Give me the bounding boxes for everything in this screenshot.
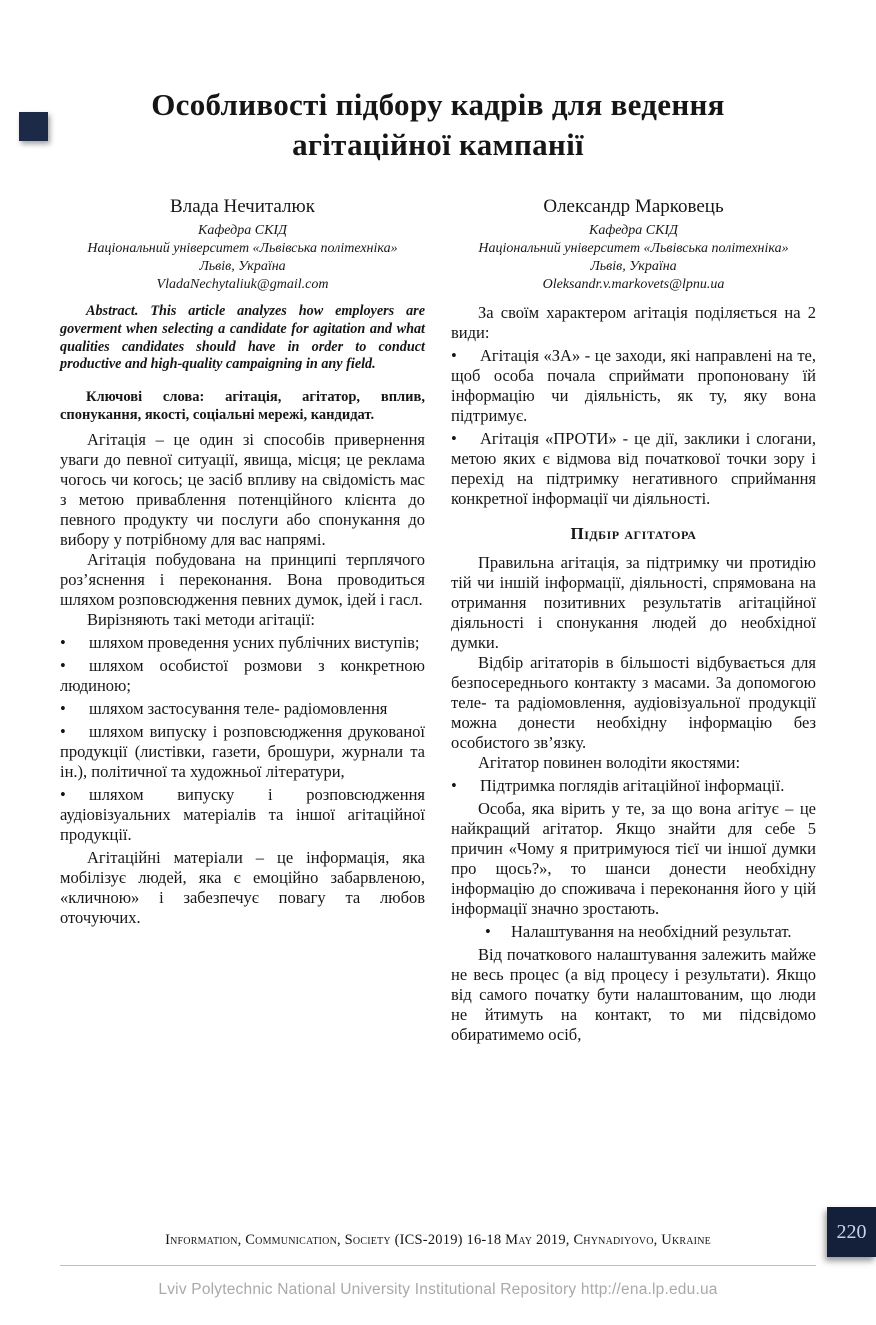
bullet-marker: • [60, 722, 66, 742]
body-paragraph: Відбір агітаторів в більшості відбувається для безпосереднього контакту з масами. За допомогою теле- та радіомовлення, аудіовізуальної продукції можна донести необхідну інформацію без особистого зв’язку. [451, 653, 816, 752]
author-name: Влада Нечиталюк [170, 196, 315, 217]
bullet-text: Агітація «ЗА» - це заходи, які направлені на те, щоб особа почала сприймати пропоновану їй інформацію чи діяльність, як ту, яку вона підтримує. [451, 346, 816, 425]
bullet-marker: • [60, 656, 66, 676]
affiliation-line: Oleksandr.v.markovets@lpnu.ua [542, 277, 725, 292]
bullet-marker: • [60, 785, 66, 805]
two-column-body [60, 195, 816, 1045]
page-title [60, 85, 816, 165]
bullet-marker: • [451, 776, 457, 795]
bullet-marker: • [451, 429, 457, 448]
author-name: Олександр Марковець [543, 196, 724, 217]
bullet-item [451, 922, 816, 942]
bullet-item [60, 722, 425, 782]
body-paragraph: Агітатор повинен володіти якостями: [478, 753, 741, 772]
body-paragraph: Особа, яка вірить у те, за що вона агітує – це найкращий агітатор. Якщо знайти для себе 5 причин «Чому я притримуюся тієї чи іншої думки про щось?», то шанси донести необхідну інформацію до споживача і переконання його у цій інформації значно зростають. [451, 799, 816, 918]
right-column [451, 195, 816, 1045]
bullet-text: шляхом застосування теле- радіомовлення [89, 699, 388, 719]
bullet-text: шляхом особистої розмови з конкретною людиною; [60, 656, 425, 696]
page-title-line-1: Особливості підбору кадрів для ведення [151, 87, 725, 122]
bullet-text: Підтримка поглядів агітаційної інформації. [480, 776, 785, 795]
corner-mark [19, 112, 48, 141]
bullet-marker: • [485, 922, 491, 941]
body-paragraph: Вирізняють такі методи агітації: [87, 610, 315, 630]
body-paragraph: Агітація побудована на принципі терплячого роз’яснення і переконання. Вона проводиться шляхом розповсюдження певних думок, ідей і гасл. [60, 550, 425, 610]
bullet-marker: • [451, 346, 457, 365]
affiliation-line: Кафедра СКІД [198, 223, 287, 238]
conference-footer: Information, Communication, Society (ICS-2019) 16-18 May 2019, Chynadiyovo, Ukraine [60, 1232, 816, 1266]
body-paragraph: Агітація – це один зі способів привернення уваги до певної ситуації, явища, місця; це реклама чогось чи когось; це засіб впливу на свідомість мас з метою приваблення потенційного клієнта до певного продукту чи послуги або спонукання до вибору у потрібному для вас напрямі. [60, 430, 425, 550]
bullet-text: шляхом випуску і розповсюдження друкованої продукції (листівки, газети, брошури, журнали та ін.), політичної та художньої літератури, [60, 722, 425, 782]
page-title-line-2: агітаційної кампанії [292, 127, 584, 162]
bullet-marker: • [60, 633, 66, 653]
left-column [60, 195, 425, 1045]
bullet-item [60, 633, 425, 653]
body-paragraph: Від початкового налаштування залежить майже не весь процес (а від процесу і результати). Якщо від самого початку бути налаштованим, що люди не йтимуть на контакт, то ми підсвідомо обиратимемо осіб, [451, 945, 816, 1044]
page-number-box [827, 1207, 876, 1257]
bullet-text: Налаштування на необхідний результат. [511, 922, 792, 941]
abstract-text: Abstract. This article analyzes how employers are goverment when selecting a candidate for agitation and what qualities candidates should have in order to conduct productive and high-quality campaigning in any field. [60, 303, 425, 373]
affiliation-line: Львів, Україна [199, 259, 286, 274]
affiliation-line: Кафедра СКІД [589, 223, 678, 238]
body-paragraph: Агітаційні матеріали – це інформація, яка мобілізує людей, яка є емоційно забарвленою, «кличною» і забезпечує повагу та любов оточуючих. [60, 848, 425, 928]
bullet-marker: • [60, 699, 66, 719]
repository-line: Lviv Polytechnic National University Institutional Repository http://ena.lp.edu.ua [158, 1281, 718, 1298]
affiliation-line: Львів, Україна [590, 259, 677, 274]
bullet-text: шляхом випуску і розповсюдження аудіовізуальних матеріалів та іншої агітаційної продукції. [60, 785, 425, 845]
bullet-item [60, 785, 425, 845]
affiliation-line: Національний університет «Львівська політехніка» [478, 241, 789, 256]
bullet-item [60, 699, 425, 719]
affiliation-line: Національний університет «Львівська політехніка» [87, 241, 398, 256]
bullet-text: Агітація «ПРОТИ» - це дії, заклики і слогани, метою яких є відмова від початкової точки зору і перехід на підтримку негативного сприймання конкретної інформації чи діяльності. [451, 429, 816, 508]
section-heading: Підбір агітатора [570, 524, 697, 543]
bullet-item [60, 656, 425, 696]
body-paragraph: Правильна агітація, за підтримку чи протидію тій чи іншій інформації, діяльності, спрямована на отримання позитивних результатів агітаційної діяльності і спонукання людей до необхідної думки. [451, 553, 816, 652]
page-number: 220 [836, 1220, 867, 1243]
body-paragraph: За своїм характером агітація поділяється на 2 види: [451, 303, 816, 342]
bullet-item [451, 346, 816, 426]
bullet-text: шляхом проведення усних публічних виступів; [89, 633, 420, 653]
bullet-item [451, 776, 816, 796]
bullet-item [451, 429, 816, 509]
affiliation-line: VladaNechytaliuk@gmail.com [156, 277, 329, 292]
keywords-text: Ключові слова: агітація, агітатор, вплив, спонукання, якості, соціальні мережі, кандидат. [60, 389, 425, 424]
